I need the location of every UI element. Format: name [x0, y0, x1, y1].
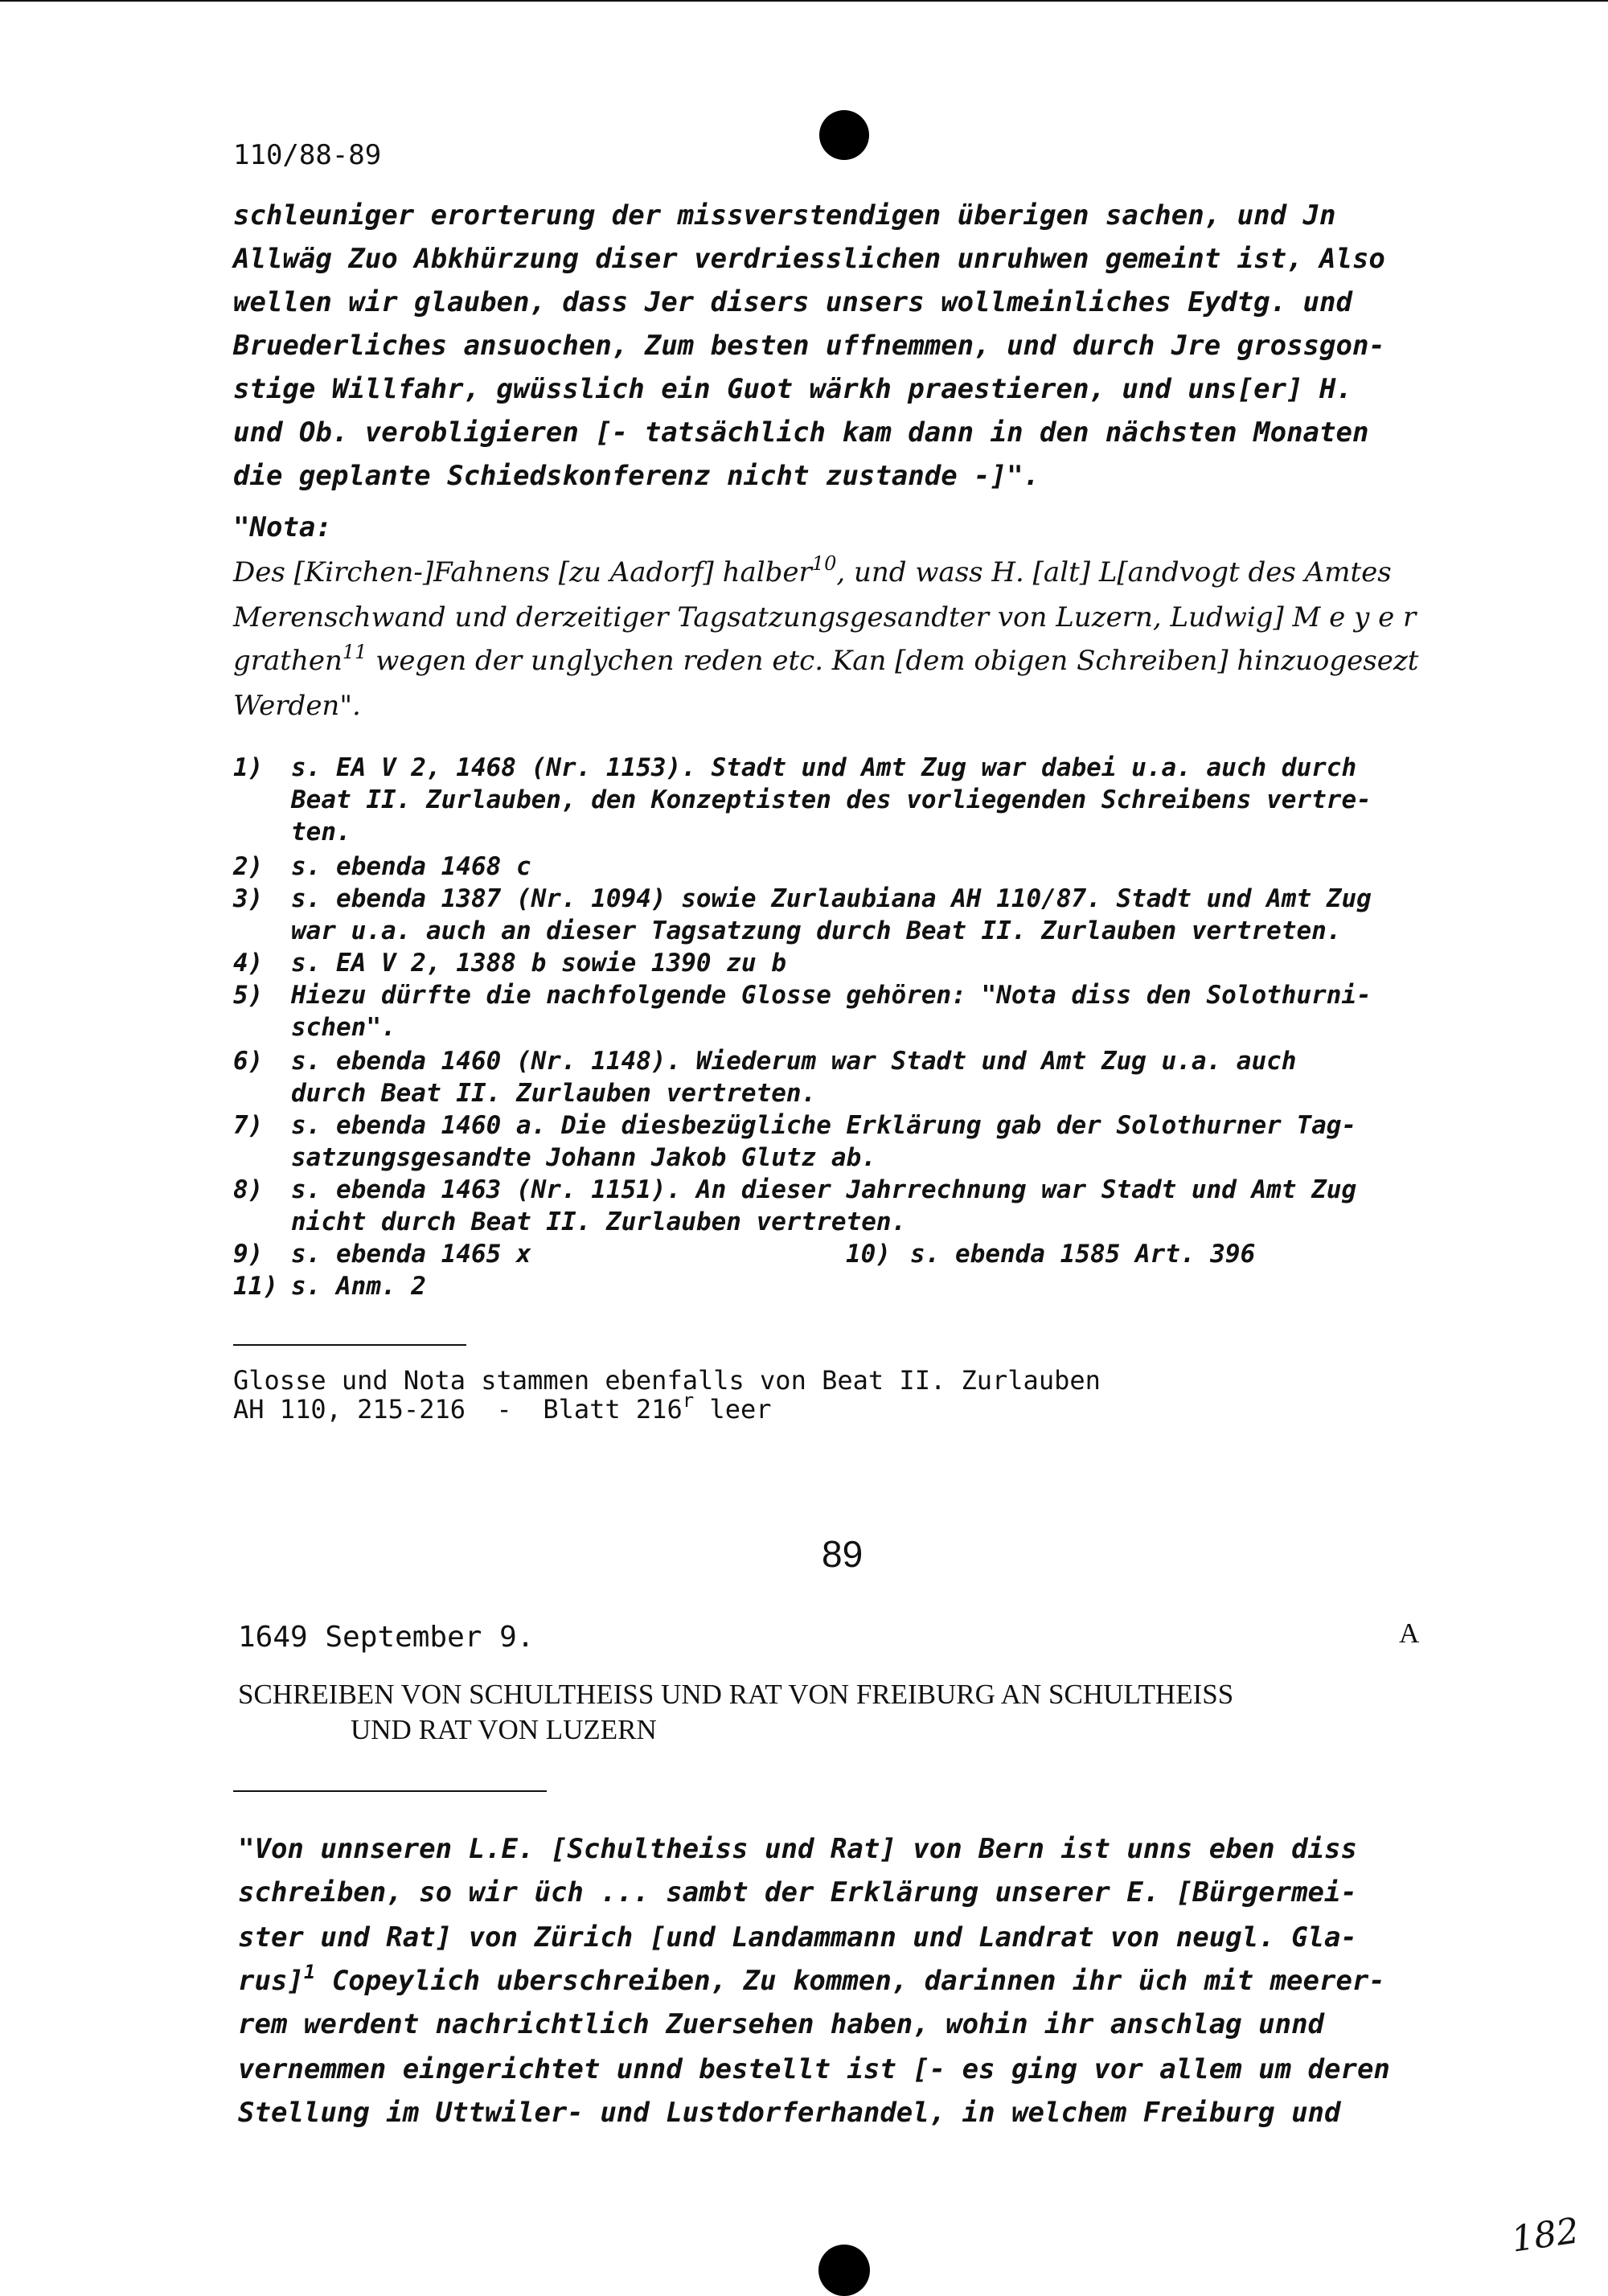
footnote-line: s. EA V 2, 1468 (Nr. 1153). Stadt und Amt Zug war dabei u.a. auch durch: [291, 753, 1357, 782]
footnote-line: satzungsgesandte Johann Jakob Glutz ab.: [291, 1143, 876, 1172]
document-letter: A: [1399, 1617, 1420, 1649]
nota-line: Des [Kirchen-]Fahnens [zu Aadorf] halber$^{10}$, und wass H. [alt] L[andvogt des Amtes: [233, 552, 1392, 588]
text-line: rus]$^1$ Copeylich uberschreiben, Zu kommen, darinnen ihr üch mit meerer-: [238, 1961, 1385, 1997]
punch-hole: [818, 2245, 870, 2296]
source-line: AH 110, 215-216 - Blatt 216$^r$ leer: [233, 1389, 772, 1425]
footnote-line: s. ebenda 1460 (Nr. 1148). Wiederum war Stadt und Amt Zug u.a. auch: [291, 1047, 1297, 1076]
text-line: schleuniger erorterung der missverstendigen überigen sachen, und Jn: [233, 199, 1336, 232]
footnote-number: 2): [233, 852, 264, 881]
nota-line: Werden".: [233, 690, 361, 722]
top-border: [0, 0, 1608, 2]
footnote-line: s. ebenda 1465 x: [291, 1240, 531, 1269]
footnote-number: 8): [233, 1175, 264, 1204]
footnote-line: schen".: [291, 1013, 396, 1042]
footnote-number: 1): [233, 753, 264, 782]
footnote-number: 5): [233, 981, 264, 1010]
document-date: 1649 September 9.: [238, 1621, 535, 1654]
text-line: Bruederliches ansuochen, Zum besten uffnemmen, und durch Jre grossgon-: [233, 330, 1385, 362]
page-ref: 110/88-89: [233, 139, 382, 171]
footnote-separator: [233, 1344, 466, 1346]
nota-line: grathen$^{11}$ wegen der unglychen reden etc. Kan [dem obigen Schreiben] hinzuogesezt: [233, 641, 1419, 677]
text-line: "Von unnseren L.E. [Schultheiss und Rat] von Bern ist unns eben diss: [238, 1833, 1357, 1865]
footnote-line: s. ebenda 1585 Art. 396: [910, 1240, 1256, 1269]
text-line: Stellung im Uttwiler- und Lustdorferhandel, in welchem Freiburg und: [238, 2097, 1341, 2129]
nota-heading: "Nota:: [233, 511, 332, 543]
punch-hole: [819, 110, 869, 160]
footnote-number: 7): [233, 1111, 264, 1140]
text-line: rem werdent nachrichtlich Zuersehen haben, wohin ihr anschlag unnd: [238, 2008, 1325, 2040]
document-number: 89: [822, 1533, 863, 1575]
footnote-line: s. ebenda 1463 (Nr. 1151). An dieser Jahrrechnung war Stadt und Amt Zug: [291, 1175, 1357, 1204]
text-line: stige Willfahr, gwüsslich ein Guot wärkh praestieren, und uns[er] H.: [233, 373, 1352, 405]
text-line: wellen wir glauben, dass Jer disers unsers wollmeinliches Eydtg. und: [233, 286, 1352, 318]
document-title: SCHREIBEN VON SCHULTHEISS UND RAT VON FREIBURG AN SCHULTHEISS: [238, 1679, 1234, 1710]
footnote-line: s. ebenda 1460 a. Die diesbezügliche Erklärung gab der Solothurner Tag-: [291, 1111, 1357, 1140]
footnote-number: 4): [233, 949, 264, 978]
handwritten-page-number: 182: [1508, 2210, 1582, 2261]
footnote-line: ten.: [291, 818, 351, 847]
footnote-line: Hiezu dürfte die nachfolgende Glosse gehören: "Nota diss den Solothurni-: [291, 981, 1372, 1010]
text-line: ster und Rat] von Zürich [und Landammann und Landrat von neugl. Gla-: [238, 1921, 1357, 1954]
footnote-line: nicht durch Beat II. Zurlauben vertreten.: [291, 1207, 907, 1236]
text-line: vernemmen eingerichtet unnd bestellt ist [- es ging vor allem um deren: [238, 2053, 1390, 2085]
footnote-line: war u.a. auch an dieser Tagsatzung durch Beat II. Zurlauben vertreten.: [291, 916, 1342, 945]
nota-line: Merenschwand und derzeitiger Tagsatzungsgesandter von Luzern, Ludwig] M e y e r: [233, 601, 1417, 633]
footnote-line: Beat II. Zurlauben, den Konzeptisten des vorliegenden Schreibens vertre-: [291, 785, 1372, 814]
footnote-line: durch Beat II. Zurlauben vertreten.: [291, 1079, 817, 1108]
text-line: und Ob. verobligieren [- tatsächlich kam dann in den nächsten Monaten: [233, 416, 1369, 449]
footnote-number: 10): [846, 1240, 891, 1269]
footnote-number: 3): [233, 884, 264, 913]
source-line: Glosse und Nota stammen ebenfalls von Beat II. Zurlauben: [233, 1365, 1101, 1396]
footnote-number: 9): [233, 1240, 264, 1269]
footnote-line: s. EA V 2, 1388 b sowie 1390 zu b: [291, 949, 786, 978]
document-title: UND RAT VON LUZERN: [351, 1714, 657, 1745]
footnote-number: 11): [233, 1272, 278, 1301]
text-line: Allwäg Zuo Abkhürzung diser verdriesslichen unruhwen gemeint ist, Also: [233, 243, 1385, 275]
footnote-number: 6): [233, 1047, 264, 1076]
footnote-line: s. ebenda 1387 (Nr. 1094) sowie Zurlaubiana AH 110/87. Stadt und Amt Zug: [291, 884, 1372, 913]
footnote-line: s. Anm. 2: [291, 1272, 426, 1301]
text-line: die geplante Schiedskonferenz nicht zustande -]".: [233, 460, 1040, 492]
title-separator: [233, 1790, 547, 1792]
text-line: schreiben, so wir üch ... sambt der Erklärung unserer E. [Bürgermei-: [238, 1876, 1357, 1909]
footnote-line: s. ebenda 1468 c: [291, 852, 531, 881]
